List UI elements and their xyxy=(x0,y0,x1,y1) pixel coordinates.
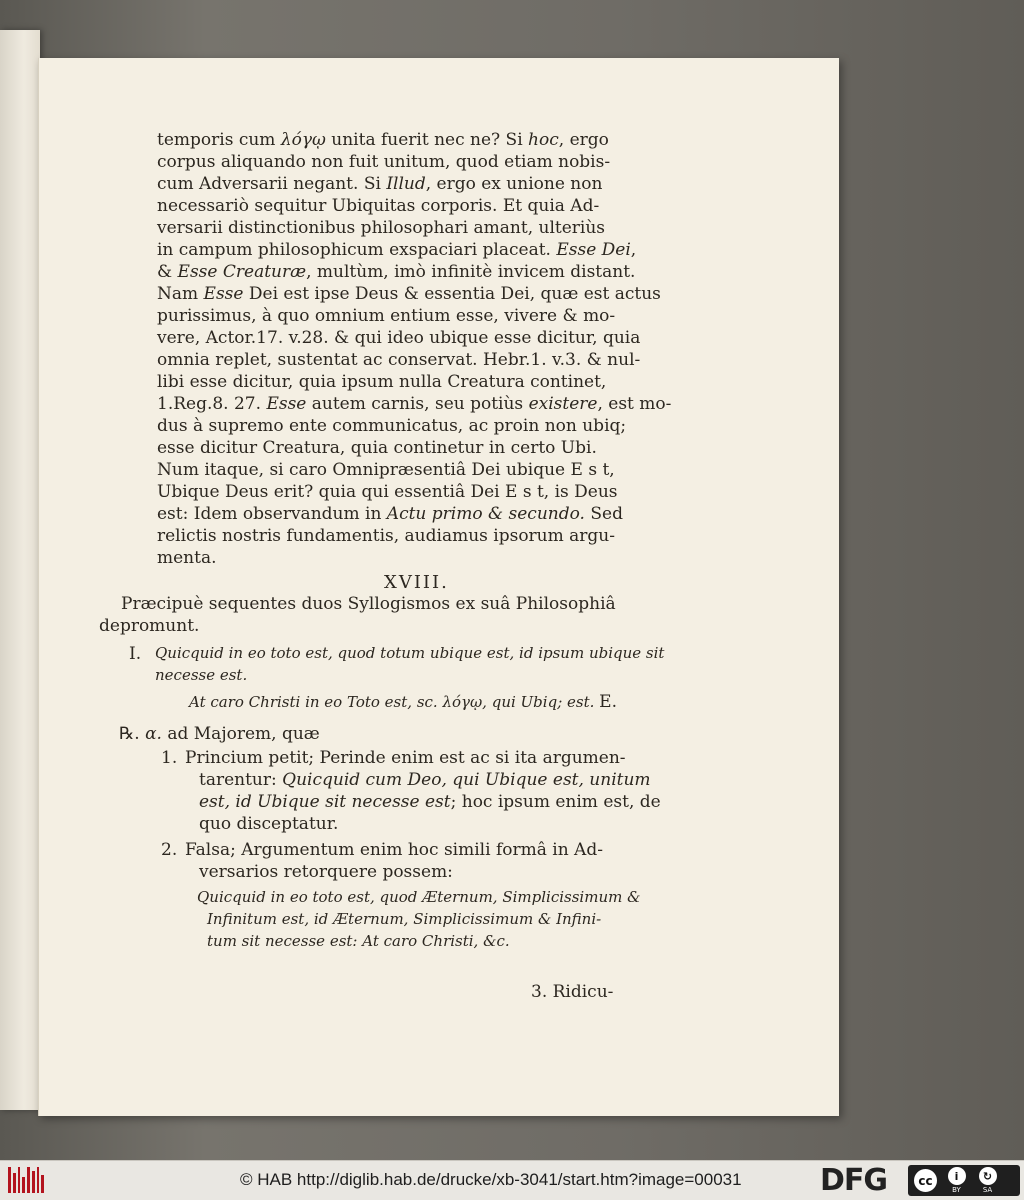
italic-run: Esse Dei xyxy=(556,240,631,260)
text-run: purissimus, à quo omnium entium esse, vivere & mo- xyxy=(157,306,616,326)
text-run: Ubique Deus erit? quia qui essentiâ Dei E s t, is Deus xyxy=(157,482,618,502)
italic-run: Esse Creaturæ xyxy=(177,262,307,282)
italic-run: Esse xyxy=(266,394,307,414)
catchword: 3. Ridicu- xyxy=(531,982,614,1002)
text-run: Princium petit; Perinde enim est ac si ita argumen- xyxy=(185,748,626,768)
italic-run: α. xyxy=(145,724,162,744)
syllogism-major xyxy=(155,668,247,683)
text-line xyxy=(157,418,626,435)
cc-icon: cc xyxy=(912,1167,939,1194)
text-line xyxy=(121,596,616,613)
text-line xyxy=(157,396,671,413)
italic-run: At caro Christi in eo Toto est, sc. λόγῳ, qui Ubiq; est. xyxy=(189,693,600,711)
italic-run: Illud xyxy=(386,174,426,194)
text-run: & xyxy=(157,262,178,282)
text-run: vere, Actor.17. v.28. & qui ideo ubique esse dicitur, quia xyxy=(157,328,641,348)
text-run: , est mo- xyxy=(597,394,672,414)
text-run: libi esse dicitur, quia ipsum nulla Creatura continet, xyxy=(157,372,607,392)
text-run: Quicquid in eo toto est, quod totum ubique est, id ipsum ubique sit xyxy=(155,644,665,662)
text-run: Nam xyxy=(157,284,204,304)
text-run: Falsa; Argumentum enim hoc simili formâ in Ad- xyxy=(185,840,603,860)
text-line xyxy=(157,264,635,281)
text-line xyxy=(157,440,597,457)
italic-run: λόγῳ xyxy=(280,130,326,150)
section-heading: XVIII. xyxy=(384,572,449,593)
by-label: BY xyxy=(952,1186,961,1194)
response-lead xyxy=(119,726,320,743)
text-line xyxy=(157,220,605,237)
point-line xyxy=(185,750,626,767)
text-run: autem carnis, seu potiùs xyxy=(306,394,529,414)
point-line xyxy=(199,816,338,833)
text-run: quo disceptatur. xyxy=(199,814,339,834)
by-icon: i BY xyxy=(943,1167,970,1194)
text-line xyxy=(99,618,199,635)
italic-run: Quicquid cum Deo, qui Ubique est, unitum xyxy=(282,770,651,790)
text-line xyxy=(157,132,609,149)
text-run: Præcipuè sequentes duos Syllogismos ex suâ Philosophiâ xyxy=(121,594,616,614)
text-run: in campum philosophicum exspaciari placeat. xyxy=(157,240,557,260)
text-line xyxy=(157,528,615,545)
point-number: 1. xyxy=(161,748,178,768)
point-line xyxy=(199,794,661,811)
text-run: dus à supremo ente communicatus, ac proin non ubiq; xyxy=(157,416,627,436)
italic-run: est, id Ubique sit necesse est xyxy=(199,792,451,812)
previous-page-edge xyxy=(0,30,40,1110)
text-run: ℞. xyxy=(119,724,146,744)
text-run: E. xyxy=(599,692,617,712)
text-line xyxy=(157,176,602,193)
point-line xyxy=(185,842,603,859)
text-run: cum Adversarii negant. Si xyxy=(157,174,387,194)
syllogism-number: I. xyxy=(129,644,142,664)
text-run: 1.Reg.8. 27. xyxy=(157,394,267,414)
text-line xyxy=(157,286,661,303)
text-line xyxy=(157,242,636,259)
text-run: ; hoc ipsum enim est, de xyxy=(450,792,661,812)
text-line xyxy=(157,330,640,347)
text-run: omnia replet, sustentat ac conservat. Hebr.1. v.3. & nul- xyxy=(157,350,641,370)
syllogism-minor xyxy=(189,694,617,711)
book-page xyxy=(38,58,839,1116)
example-line: Quicquid in eo toto est, quod Æternum, Simplicissimum & xyxy=(197,888,641,906)
footer-credit-link[interactable]: © HAB http://diglib.hab.de/drucke/xb-3041/start.htm?image=00031 xyxy=(240,1170,742,1189)
hab-logo-icon[interactable] xyxy=(8,1167,44,1193)
point-line xyxy=(199,864,453,881)
text-run: est: Idem observandum in xyxy=(157,504,387,524)
text-line xyxy=(157,154,610,171)
text-line xyxy=(157,550,217,567)
text-line xyxy=(157,506,623,523)
syllogism-major xyxy=(155,646,664,661)
example-line: tum sit necesse est: At caro Christi, &c. xyxy=(207,932,510,950)
text-run: unita fuerit nec ne? Si xyxy=(325,130,529,150)
footer-bar xyxy=(0,1160,1024,1200)
example-line: Infinitum est, id Æternum, Simplicissimum & Infini- xyxy=(207,910,602,928)
text-run: necessariò sequitur Ubiquitas corporis. Et quia Ad- xyxy=(157,196,600,216)
point-line xyxy=(199,772,651,789)
text-run: , xyxy=(630,240,637,260)
share-alike-icon: ↻ SA xyxy=(974,1167,1001,1194)
italic-run: Esse xyxy=(203,284,244,304)
text-run: necesse est. xyxy=(155,666,248,684)
italic-run: Actu primo & secundo. xyxy=(386,504,585,524)
text-run: esse dicitur Creatura, quia continetur in certo Ubi. xyxy=(157,438,597,458)
text-run: , multùm, imò infinitè invicem distant. xyxy=(306,262,636,282)
text-run: ad Majorem, quæ xyxy=(161,724,320,744)
text-run: versarios retorquere possem: xyxy=(199,862,453,882)
text-line xyxy=(157,484,618,501)
text-line xyxy=(157,374,606,391)
point-number: 2. xyxy=(161,840,178,860)
text-run: Num itaque, si caro Omnipræsentiâ Dei ubique E s t, xyxy=(157,460,615,480)
text-run: Dei est ipse Deus & essentia Dei, quæ est actus xyxy=(243,284,661,304)
text-run: tarentur: xyxy=(199,770,283,790)
text-run: depromunt. xyxy=(99,616,200,636)
text-run: Sed xyxy=(584,504,623,524)
cc-license-badge[interactable] xyxy=(908,1165,1020,1196)
text-run: corpus aliquando non fuit unitum, quod etiam nobis- xyxy=(157,152,611,172)
text-line xyxy=(157,198,599,215)
text-run: menta. xyxy=(157,548,217,568)
text-line xyxy=(157,308,615,325)
italic-run: existere xyxy=(528,394,598,414)
text-run: versarii distinctionibus philosophari amant, ulteriùs xyxy=(157,218,606,238)
text-run: , ergo xyxy=(558,130,609,150)
sa-label: SA xyxy=(982,1186,993,1194)
page-text xyxy=(39,58,839,1116)
text-run: temporis cum xyxy=(157,130,281,150)
text-line xyxy=(157,462,615,479)
text-run: relictis nostris fundamentis, audiamus ipsorum argu- xyxy=(157,526,615,546)
text-line xyxy=(157,352,640,369)
text-run: , ergo ex unione non xyxy=(425,174,603,194)
italic-run: hoc xyxy=(528,130,559,150)
dfg-logo[interactable]: DFG xyxy=(820,1163,888,1198)
